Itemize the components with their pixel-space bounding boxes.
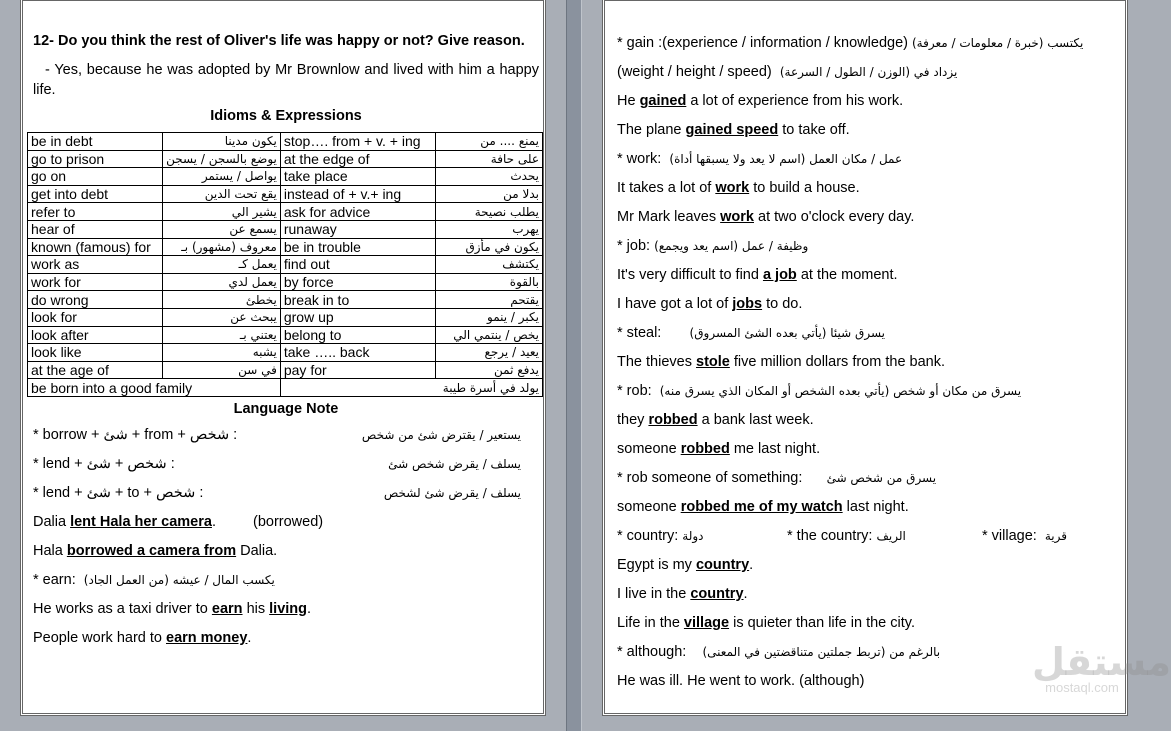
right-column	[617, 29, 1117, 696]
idiom-en-cell: look for	[28, 308, 163, 326]
idiom-en-cell: find out	[280, 256, 435, 274]
note-work: * work: عمل / مكان العمل (اسم لا يعد ولا يسبقها أداة)	[617, 151, 903, 167]
idiom-en-cell: work for	[28, 273, 163, 291]
example-job-1: It's very difficult to find a job at the moment.	[617, 267, 898, 283]
idiom-ar-cell: يعيد / يرجع	[435, 344, 542, 362]
idiom-en-cell: take place	[280, 168, 435, 186]
table-row	[28, 291, 543, 309]
idiom-en-cell: instead of + v.+ ing	[280, 185, 435, 203]
table-row	[28, 150, 543, 168]
idiom-ar-cell: معروف (مشهور) بـ	[163, 238, 281, 256]
idiom-ar-cell: يكون في مأزق	[435, 238, 542, 256]
idiom-ar-cell: على حافة	[435, 150, 542, 168]
idiom-en-cell: get into debt	[28, 185, 163, 203]
example-robbed-watch: someone robbed me of my watch last night.	[617, 499, 909, 515]
idiom-ar-cell: يعمل كـ	[163, 256, 281, 274]
example-country-1: Egypt is my country.	[617, 557, 754, 573]
example-country-2: I live in the country.	[617, 586, 748, 602]
idiom-en-cell: grow up	[280, 308, 435, 326]
idiom-en-cell: be in debt	[28, 133, 163, 151]
table-row	[28, 326, 543, 344]
idiom-en-cell: do wrong	[28, 291, 163, 309]
note-job: * job: وظيفة / عمل (اسم يعد ويجمع)	[617, 238, 809, 254]
idiom-en-cell: at the edge of	[280, 150, 435, 168]
idiom-en-cell: refer to	[28, 203, 163, 221]
idiom-ar-cell: يكون مدينا	[163, 133, 281, 151]
idiom-ar-cell: يقع تحت الدين	[163, 185, 281, 203]
idiom-en-cell: be born into a good family	[28, 379, 281, 397]
idiom-en-cell: look like	[28, 344, 163, 362]
table-row	[28, 133, 543, 151]
idiom-en-cell: by force	[280, 273, 435, 291]
example-earn-money: People work hard to earn money.	[33, 629, 252, 646]
table-row	[28, 344, 543, 362]
idiom-en-cell: be in trouble	[280, 238, 435, 256]
example-gained: He gained a lot of experience from his work.	[617, 93, 904, 109]
idiom-ar-cell: يبحث عن	[163, 308, 281, 326]
example-stole: The thieves stole five million dollars from the bank.	[617, 354, 946, 370]
idiom-en-cell: hear of	[28, 220, 163, 238]
idiom-ar-cell: يخطئ	[163, 291, 281, 309]
table-row	[28, 185, 543, 203]
idiom-en-cell: go to prison	[28, 150, 163, 168]
idiom-en-cell: take ….. back	[280, 344, 435, 362]
language-note-heading: Language Note	[233, 400, 339, 417]
page-gap	[566, 0, 582, 731]
note-lend-2: * lend + شئ + to + شخص : يسلف / يقرض شئ لشخص	[33, 484, 521, 501]
example-village: Life in the village is quieter than life in the city.	[617, 615, 915, 631]
watermark-logo: مستقل mostaql.com	[1032, 640, 1171, 695]
table-row	[28, 238, 543, 256]
question-12: 12- Do you think the rest of Oliver's life was happy or not? Give reason.	[33, 33, 525, 49]
idiom-en-cell: look after	[28, 326, 163, 344]
table-row	[28, 256, 543, 274]
example-robbed-2: someone robbed me last night.	[617, 441, 821, 457]
idiom-ar-cell: يمنع .... من	[435, 133, 542, 151]
note-rob-someone: * rob someone of something: يسرق من شخص شئ	[617, 470, 937, 486]
idiom-en-cell: work as	[28, 256, 163, 274]
right-page	[602, 0, 1128, 716]
idiom-ar-cell: بدلا من	[435, 185, 542, 203]
idiom-en-cell: ask for advice	[280, 203, 435, 221]
idiom-ar-cell: يكبر / ينمو	[435, 308, 542, 326]
idiom-en-cell: break in to	[280, 291, 435, 309]
idiom-ar-cell: يدفع ثمن	[435, 361, 542, 379]
example-job-2: I have got a lot of jobs to do.	[617, 296, 803, 312]
table-row	[28, 379, 543, 397]
left-page	[20, 0, 546, 716]
answer-12: - Yes, because he was adopted by Mr Brownlow and lived with him a happy life.	[33, 62, 539, 98]
idiom-en-cell: known (famous) for	[28, 238, 163, 256]
idiom-ar-cell: يسمع عن	[163, 220, 281, 238]
idiom-ar-cell: يولد في أسرة طيبة	[280, 379, 542, 397]
idiom-ar-cell: يكتشف	[435, 256, 542, 274]
idioms-heading: Idioms & Expressions	[210, 108, 362, 124]
idiom-en-cell: pay for	[280, 361, 435, 379]
left-column	[33, 31, 539, 653]
idiom-ar-cell: يخص / ينتمي الي	[435, 326, 542, 344]
table-row	[28, 203, 543, 221]
idiom-ar-cell: يشبه	[163, 344, 281, 362]
idiom-ar-cell: يحدث	[435, 168, 542, 186]
note-borrow: * borrow + شئ + from + شخص : يستعير / يقترض شئ من شخص	[33, 426, 521, 443]
table-row	[28, 220, 543, 238]
example-work-2: Mr Mark leaves work at two o'clock every day.	[617, 209, 915, 225]
idioms-table	[27, 132, 543, 397]
note-gain: * gain :(experience / information / knowledge) يكتسب (خبرة / معلومات / معرفة)	[617, 35, 1084, 51]
idiom-ar-cell: يواصل / يستمر	[163, 168, 281, 186]
example-although: He was ill. He went to work. (although)	[617, 673, 865, 689]
note-lend-1: * lend + شخص + شئ : يسلف / يقرض شخص شئ	[33, 455, 521, 472]
example-work-1: It takes a lot of work to build a house.	[617, 180, 860, 196]
idiom-en-cell: at the age of	[28, 361, 163, 379]
note-although: * although: بالرغم من (تربط جملتين متناقضتين في المعنى)	[617, 644, 941, 660]
idiom-ar-cell: في سن	[163, 361, 281, 379]
note-gain-2: (weight / height / speed) يزداد في (الوزن / الطول / السرعة)	[617, 64, 958, 80]
note-earn: * earn: يكسب المال / عيشه (من العمل الجاد)	[33, 571, 275, 588]
example-borrowed: Hala borrowed a camera from Dalia.	[33, 542, 278, 559]
idiom-en-cell: runaway	[280, 220, 435, 238]
idiom-en-cell: go on	[28, 168, 163, 186]
note-country: * country: دولة * the country: الريف * village: قرية	[617, 528, 1068, 544]
note-steal: * steal: يسرق شيئا (يأتي بعده الشئ المسروق)	[617, 325, 886, 341]
table-row	[28, 273, 543, 291]
example-earn-living: He works as a taxi driver to earn his living.	[33, 600, 312, 617]
idiom-ar-cell: يطلب نصيحة	[435, 203, 542, 221]
note-rob: * rob: يسرق من مكان أو شخص (يأتي بعده الشخص أو المكان الذي يسرق منه)	[617, 383, 1022, 399]
idiom-ar-cell: يشير الي	[163, 203, 281, 221]
idiom-ar-cell: يهرب	[435, 220, 542, 238]
table-row	[28, 361, 543, 379]
idiom-ar-cell: يقتحم	[435, 291, 542, 309]
table-row	[28, 308, 543, 326]
idiom-ar-cell: يعتني بـ	[163, 326, 281, 344]
idiom-ar-cell: يعمل لدي	[163, 273, 281, 291]
table-row	[28, 168, 543, 186]
idiom-ar-cell: بالقوة	[435, 273, 542, 291]
idiom-ar-cell: يوضع بالسجن / يسجن	[163, 150, 281, 168]
example-lent: Dalia lent Hala her camera. (borrowed)	[33, 513, 324, 530]
idiom-en-cell: stop…. from + v. + ing	[280, 133, 435, 151]
example-gained-speed: The plane gained speed to take off.	[617, 122, 850, 138]
idiom-en-cell: belong to	[280, 326, 435, 344]
example-robbed-1: they robbed a bank last week.	[617, 412, 814, 428]
